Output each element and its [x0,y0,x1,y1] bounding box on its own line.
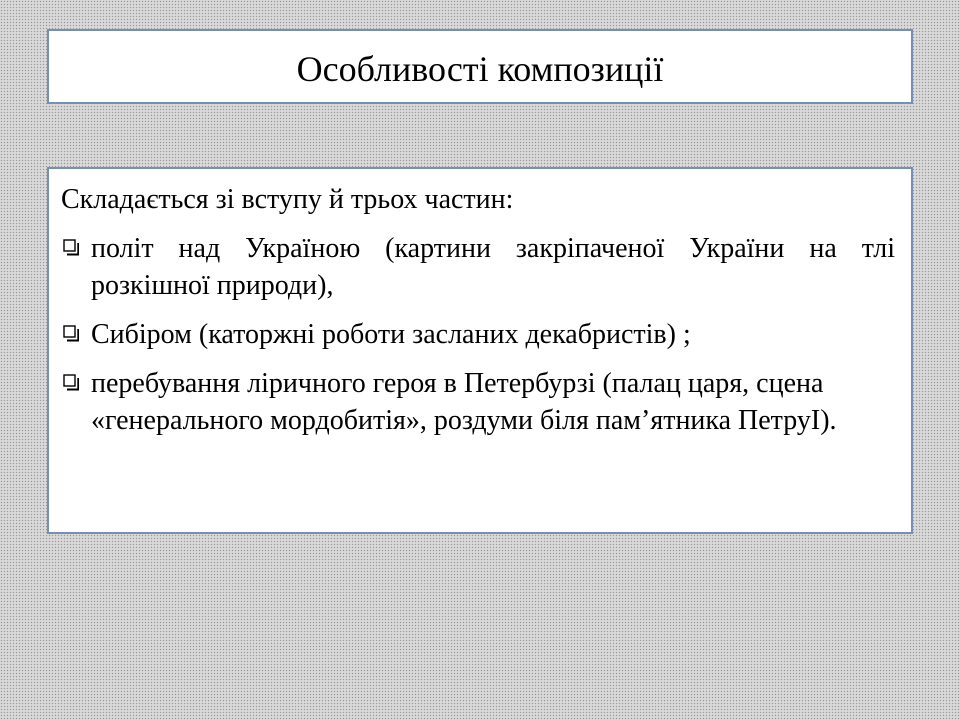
intro-text: Складається зі вступу й трьох частин: [61,184,514,215]
bullet-item [61,316,895,353]
bullet-text: політ над Україною (картини закріпаченої України на тлі розкішної природи), [91,233,895,301]
bullet-text: Сибіром (каторжні роботи засланих декабристів) ; [91,319,691,350]
bullet-item [61,230,895,304]
bullet-list [61,230,895,439]
title-box [47,29,913,104]
slide-title: Особливості композиції [296,48,664,89]
checkbox-icon [63,374,79,391]
content-box [47,167,913,534]
checkbox-icon [63,325,79,342]
bullet-item [61,365,895,439]
bullet-text: перебування ліричного героя в Петербурзі (палац царя, сцена «генерального мордобитія», роздуми біля пам’ятника ПетруІ). [91,368,837,436]
checkbox-icon [63,239,79,256]
